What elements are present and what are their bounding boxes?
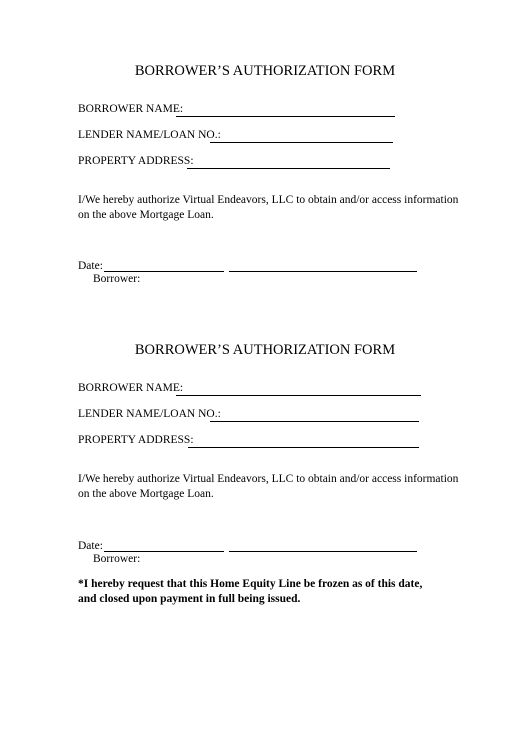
form-1-title: BORROWER’S AUTHORIZATION FORM [134,63,396,79]
form-1-date-field[interactable] [104,271,224,272]
form-2-borrower-name-field[interactable] [176,395,421,396]
form-1-lender-field[interactable] [210,142,393,143]
form-2-date-field[interactable] [104,551,224,552]
form-2-property-field[interactable] [188,447,419,448]
form-2-lender-field[interactable] [210,421,419,422]
form-1-signature-field[interactable] [229,271,417,272]
form-1-date-label: Date: [78,260,103,272]
form-2-borrower-name-label: BORROWER NAME: [78,382,184,394]
form-2-date-label: Date: [78,540,103,552]
form-1-authorization-text: I/We hereby authorize Virtual Endeavors, LLC to obtain and/or access information on the above Mortgage Loan. [78,194,459,221]
form-2-property-label: PROPERTY ADDRESS: [78,434,194,446]
form-1-property-label: PROPERTY ADDRESS: [78,155,194,167]
form-2-title: BORROWER’S AUTHORIZATION FORM [134,342,396,358]
form-2-borrower-label: Borrower: [93,553,141,565]
form-2-lender-label: LENDER NAME/LOAN NO.: [78,408,221,420]
form-2-signature-field[interactable] [229,551,417,552]
freeze-request-note: *I hereby request that this Home Equity Line be frozen as of this date, and closed upon payment in full being issued. [78,578,423,605]
form-1-borrower-name-field[interactable] [176,116,395,117]
form-1-lender-label: LENDER NAME/LOAN NO.: [78,129,221,141]
form-1-borrower-name-label: BORROWER NAME: [78,103,184,115]
form-2-authorization-text: I/We hereby authorize Virtual Endeavors, LLC to obtain and/or access information on the above Mortgage Loan. [78,473,459,500]
form-1-property-field[interactable] [187,168,390,169]
form-1-borrower-label: Borrower: [93,273,141,285]
